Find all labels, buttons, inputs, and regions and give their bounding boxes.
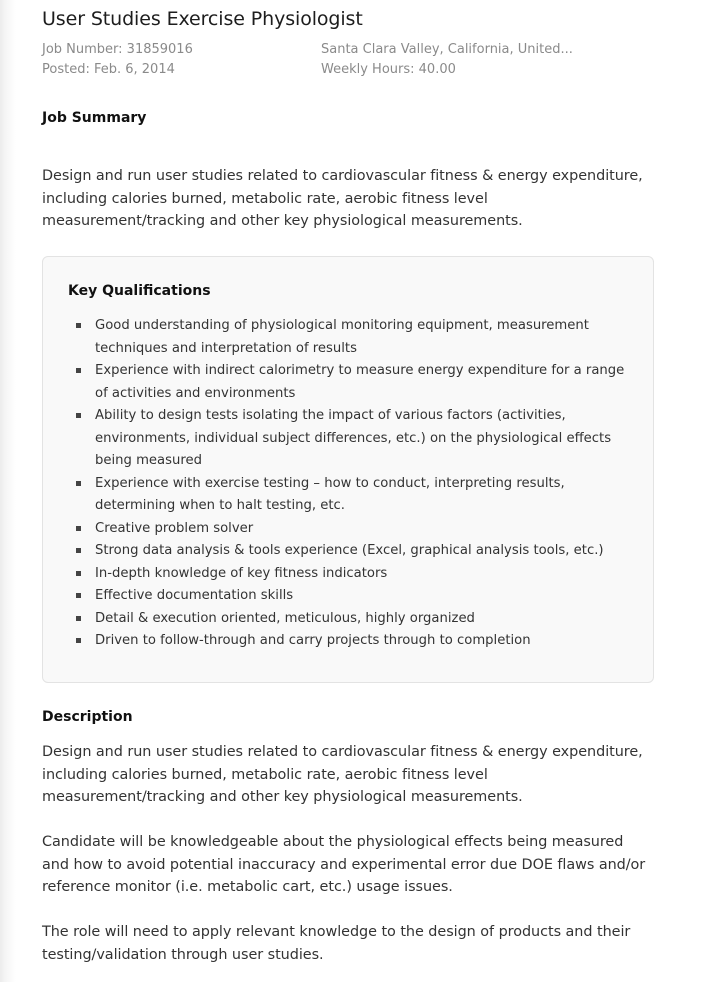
list-item — [68, 360, 638, 405]
job-meta-left — [42, 40, 193, 80]
square-bullet-icon — [76, 616, 81, 621]
text-line: determining when to halt testing, etc. — [95, 498, 345, 513]
text-line: being measured — [95, 453, 202, 468]
description-paragraph — [42, 831, 672, 899]
text-line: Ability to design tests isolating the impact of various factors (activities, — [95, 408, 566, 423]
square-bullet-icon — [76, 481, 81, 486]
text-line: of activities and environments — [95, 385, 296, 401]
text-line: Strong data analysis & tools experience (Excel, graphical analysis tools, etc.) — [95, 543, 604, 558]
job-summary-heading: Job Summary — [42, 110, 147, 126]
job-number: Job Number: 31859016 — [42, 42, 193, 57]
text-line: including calories burned, metabolic rate, aerobic fitness level — [42, 766, 488, 783]
list-item — [68, 405, 638, 473]
list-item — [68, 563, 638, 586]
text-line: Experience with indirect calorimetry to measure energy expenditure for a range — [95, 363, 625, 378]
weekly-hours: Weekly Hours: 40.00 — [321, 62, 456, 77]
key-qualifications-heading: Key Qualifications — [68, 283, 211, 299]
list-item — [68, 630, 638, 653]
text-line: including calories burned, metabolic rate, aerobic fitness level — [42, 190, 488, 207]
text-line: In-depth knowledge of key fitness indicators — [95, 565, 388, 581]
text-line: environments, individual subject differences, etc.) on the physiological effects — [95, 430, 612, 446]
square-bullet-icon — [76, 526, 81, 531]
description-paragraph — [42, 741, 672, 809]
text-line: The role will need to apply relevant knowledge to the design of products and their — [42, 924, 631, 940]
square-bullet-icon — [76, 368, 81, 373]
description-heading: Description — [42, 709, 133, 725]
description-paragraph — [42, 921, 672, 966]
job-summary-text — [42, 165, 672, 233]
text-line: Design and run user studies related to cardiovascular fitness & energy expenditure, — [42, 168, 643, 184]
square-bullet-icon — [76, 548, 81, 553]
text-line: testing/validation through user studies. — [42, 946, 324, 963]
key-qualifications-panel — [42, 256, 654, 683]
square-bullet-icon — [76, 413, 81, 418]
text-line: Good understanding of physiological monitoring equipment, measurement — [95, 318, 589, 333]
text-line: Effective documentation skills — [95, 588, 294, 603]
text-line: Detail & execution oriented, meticulous, highly organized — [95, 610, 475, 626]
square-bullet-icon — [76, 593, 81, 598]
list-item — [68, 585, 638, 608]
text-line: measurement/tracking and other key physiological measurements. — [42, 789, 523, 805]
job-location: Santa Clara Valley, California, United... — [321, 42, 573, 57]
text-line: reference monitor (i.e. metabolic cart, etc.) usage issues. — [42, 879, 453, 895]
key-qualifications-list — [68, 315, 638, 653]
list-item — [68, 608, 638, 631]
square-bullet-icon — [76, 323, 81, 328]
posted-date: Posted: Feb. 6, 2014 — [42, 62, 175, 77]
list-item — [68, 518, 638, 541]
list-item — [68, 315, 638, 360]
text-line: Candidate will be knowledgeable about the physiological effects being measured — [42, 834, 624, 850]
job-meta-right — [321, 40, 573, 80]
square-bullet-icon — [76, 638, 81, 643]
job-title: User Studies Exercise Physiologist — [42, 8, 363, 30]
text-line: Driven to follow-through and carry projects through to completion — [95, 633, 531, 648]
text-line: and how to avoid potential inaccuracy and experimental error due DOE flaws and/or — [42, 856, 646, 873]
text-line: techniques and interpretation of results — [95, 340, 357, 356]
text-line: Design and run user studies related to cardiovascular fitness & energy expenditure, — [42, 744, 643, 760]
square-bullet-icon — [76, 571, 81, 576]
list-item — [68, 540, 638, 563]
list-item — [68, 473, 638, 518]
text-line: Experience with exercise testing – how to conduct, interpreting results, — [95, 475, 565, 491]
text-line: measurement/tracking and other key physiological measurements. — [42, 213, 523, 229]
text-line: Creative problem solver — [95, 520, 254, 536]
